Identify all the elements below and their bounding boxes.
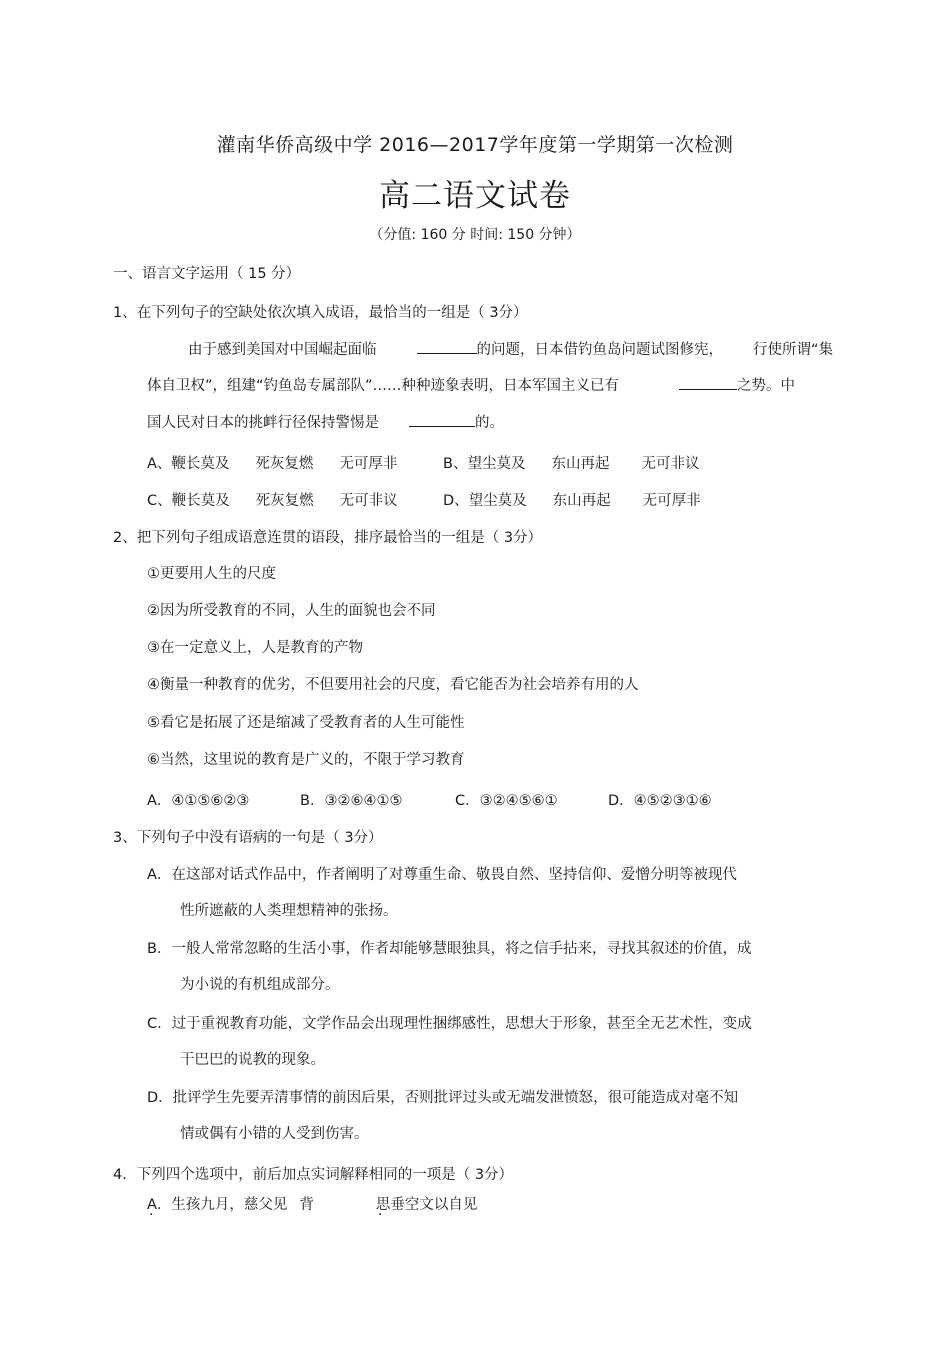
fill-blank xyxy=(679,375,737,390)
passage-text: 的问题，日本借钓鱼岛问题试图修宪， xyxy=(476,342,723,358)
fill-blank xyxy=(417,339,477,354)
option-text: B、望尘莫及 xyxy=(443,456,526,472)
passage-text: 国人民对日本的挑衅行径保持警惕是 xyxy=(147,415,379,431)
question-1-option-c xyxy=(147,489,398,510)
passage-text: 的。 xyxy=(475,415,504,431)
question-3-option-c-line-2: 干巴巴的说教的现象。 xyxy=(180,1052,325,1068)
fill-blank xyxy=(409,412,475,427)
option-text: 无可厚非 xyxy=(339,456,398,472)
question-2-option-a: A．④①⑤⑥②③ xyxy=(147,793,250,809)
option-text: 无可厚非 xyxy=(642,493,701,509)
question-2-sentence: ④衡量一种教育的优劣，不但要用社会的尺度，看它能否为社会培养有用的人 xyxy=(147,677,639,693)
question-4-stem: 4．下列四个选项中，前后加点实词解释相同的一项是（ 3分） xyxy=(113,1167,514,1183)
question-2-sentence: ②因为所受教育的不同，人生的面貌也会不同 xyxy=(147,603,436,619)
option-text: 死灰复燃 xyxy=(255,456,314,472)
exam-title: 高二语文试卷 xyxy=(379,178,571,214)
question-2-sentence: ③在一定意义上，人是教育的产物 xyxy=(147,640,363,656)
option-text: 思垂空文以自见 . xyxy=(376,1197,478,1213)
question-3-option-a-line-2: 性所遮蔽的人类理想精神的张扬。 xyxy=(180,903,398,919)
question-3-option-c-line-1: C．过于重视教育功能，文学作品会出现理性捆绑感性，思想大于形象，甚至全无艺术性，变成 xyxy=(147,1016,752,1032)
question-4-option-a xyxy=(147,1193,477,1214)
school-title: 灌南华侨高级中学 2016—2017学年度第一学期第一次检测 xyxy=(216,134,734,156)
option-text: A、鞭长莫及 xyxy=(147,456,230,472)
question-2-stem: 2、把下列句子组成语意连贯的语段，排序最恰当的一组是（ 3分） xyxy=(113,530,543,546)
passage-text: 由于感到美国对中国崛起面临 xyxy=(188,342,377,358)
option-text: 背 xyxy=(299,1197,314,1213)
question-1-stem: 1、在下列句子的空缺处依次填入成语，最恰当的一组是（ 3分） xyxy=(113,305,528,321)
question-2-sentence: ①更要用人生的尺度 xyxy=(147,566,276,582)
option-text: 无可非议 xyxy=(641,456,700,472)
passage-text: 行使所谓“集 xyxy=(753,342,834,358)
section-heading: 一、语言文字运用（ 15 分） xyxy=(113,266,301,282)
question-3-option-a-line-1: A．在这部对话式作品中，作者阐明了对尊重生命、敬畏自然、坚持信仰、爱憎分明等被现代 xyxy=(147,867,737,883)
option-text: C、鞭长莫及 xyxy=(147,493,230,509)
question-2-sentence: ⑥当然，这里说的教育是广义的，不限于学习教育 xyxy=(147,752,465,768)
option-text: 东山再起 xyxy=(552,493,611,509)
score-info: （分值: 160 分 时间: 150 分钟） xyxy=(369,227,581,243)
option-text: A．生孩九月，慈父见 . xyxy=(147,1197,287,1213)
option-text: 死灰复燃 xyxy=(255,493,314,509)
question-1-passage-line-2 xyxy=(147,374,795,395)
question-3-option-d-line-1: D．批评学生先要弄清事情的前因后果，否则批评过头或无端发泄愤怒，很可能造成对毫不知 xyxy=(147,1090,739,1106)
question-2-option-c: C．③②④⑤⑥① xyxy=(455,793,558,809)
question-3-stem: 3、下列句子中没有语病的一句是（ 3分） xyxy=(113,830,383,846)
question-1-passage-line-1 xyxy=(188,338,833,359)
passage-text: 体自卫权”，组建“钓鱼岛专属部队”……种种迹象表明，日本军国主义已有 xyxy=(147,378,620,394)
question-3-option-b-line-1: B．一般人常常忽略的生活小事，作者却能够慧眼独具，将之信手拈来，寻找其叙述的价值，成 xyxy=(147,941,752,957)
question-3-option-d-line-2: 情或偶有小错的人受到伤害。 xyxy=(180,1126,369,1142)
option-text: 东山再起 xyxy=(551,456,610,472)
question-2-option-d: D．④⑤②③①⑥ xyxy=(608,793,712,809)
question-1-option-d xyxy=(443,489,701,510)
question-1-option-b xyxy=(443,452,699,473)
question-2-option-b: B．③②⑥④①⑤ xyxy=(300,793,403,809)
question-1-passage-line-3 xyxy=(147,411,504,432)
option-text: D、望尘莫及 xyxy=(443,493,527,509)
question-2-sentence: ⑤看它是拓展了还是缩减了受教育者的人生可能性 xyxy=(147,715,465,731)
option-text: 无可非议 xyxy=(339,493,398,509)
question-1-option-a xyxy=(147,452,397,473)
passage-text: 之势。中 xyxy=(737,378,796,394)
question-3-option-b-line-2: 为小说的有机组成部分。 xyxy=(180,977,340,993)
